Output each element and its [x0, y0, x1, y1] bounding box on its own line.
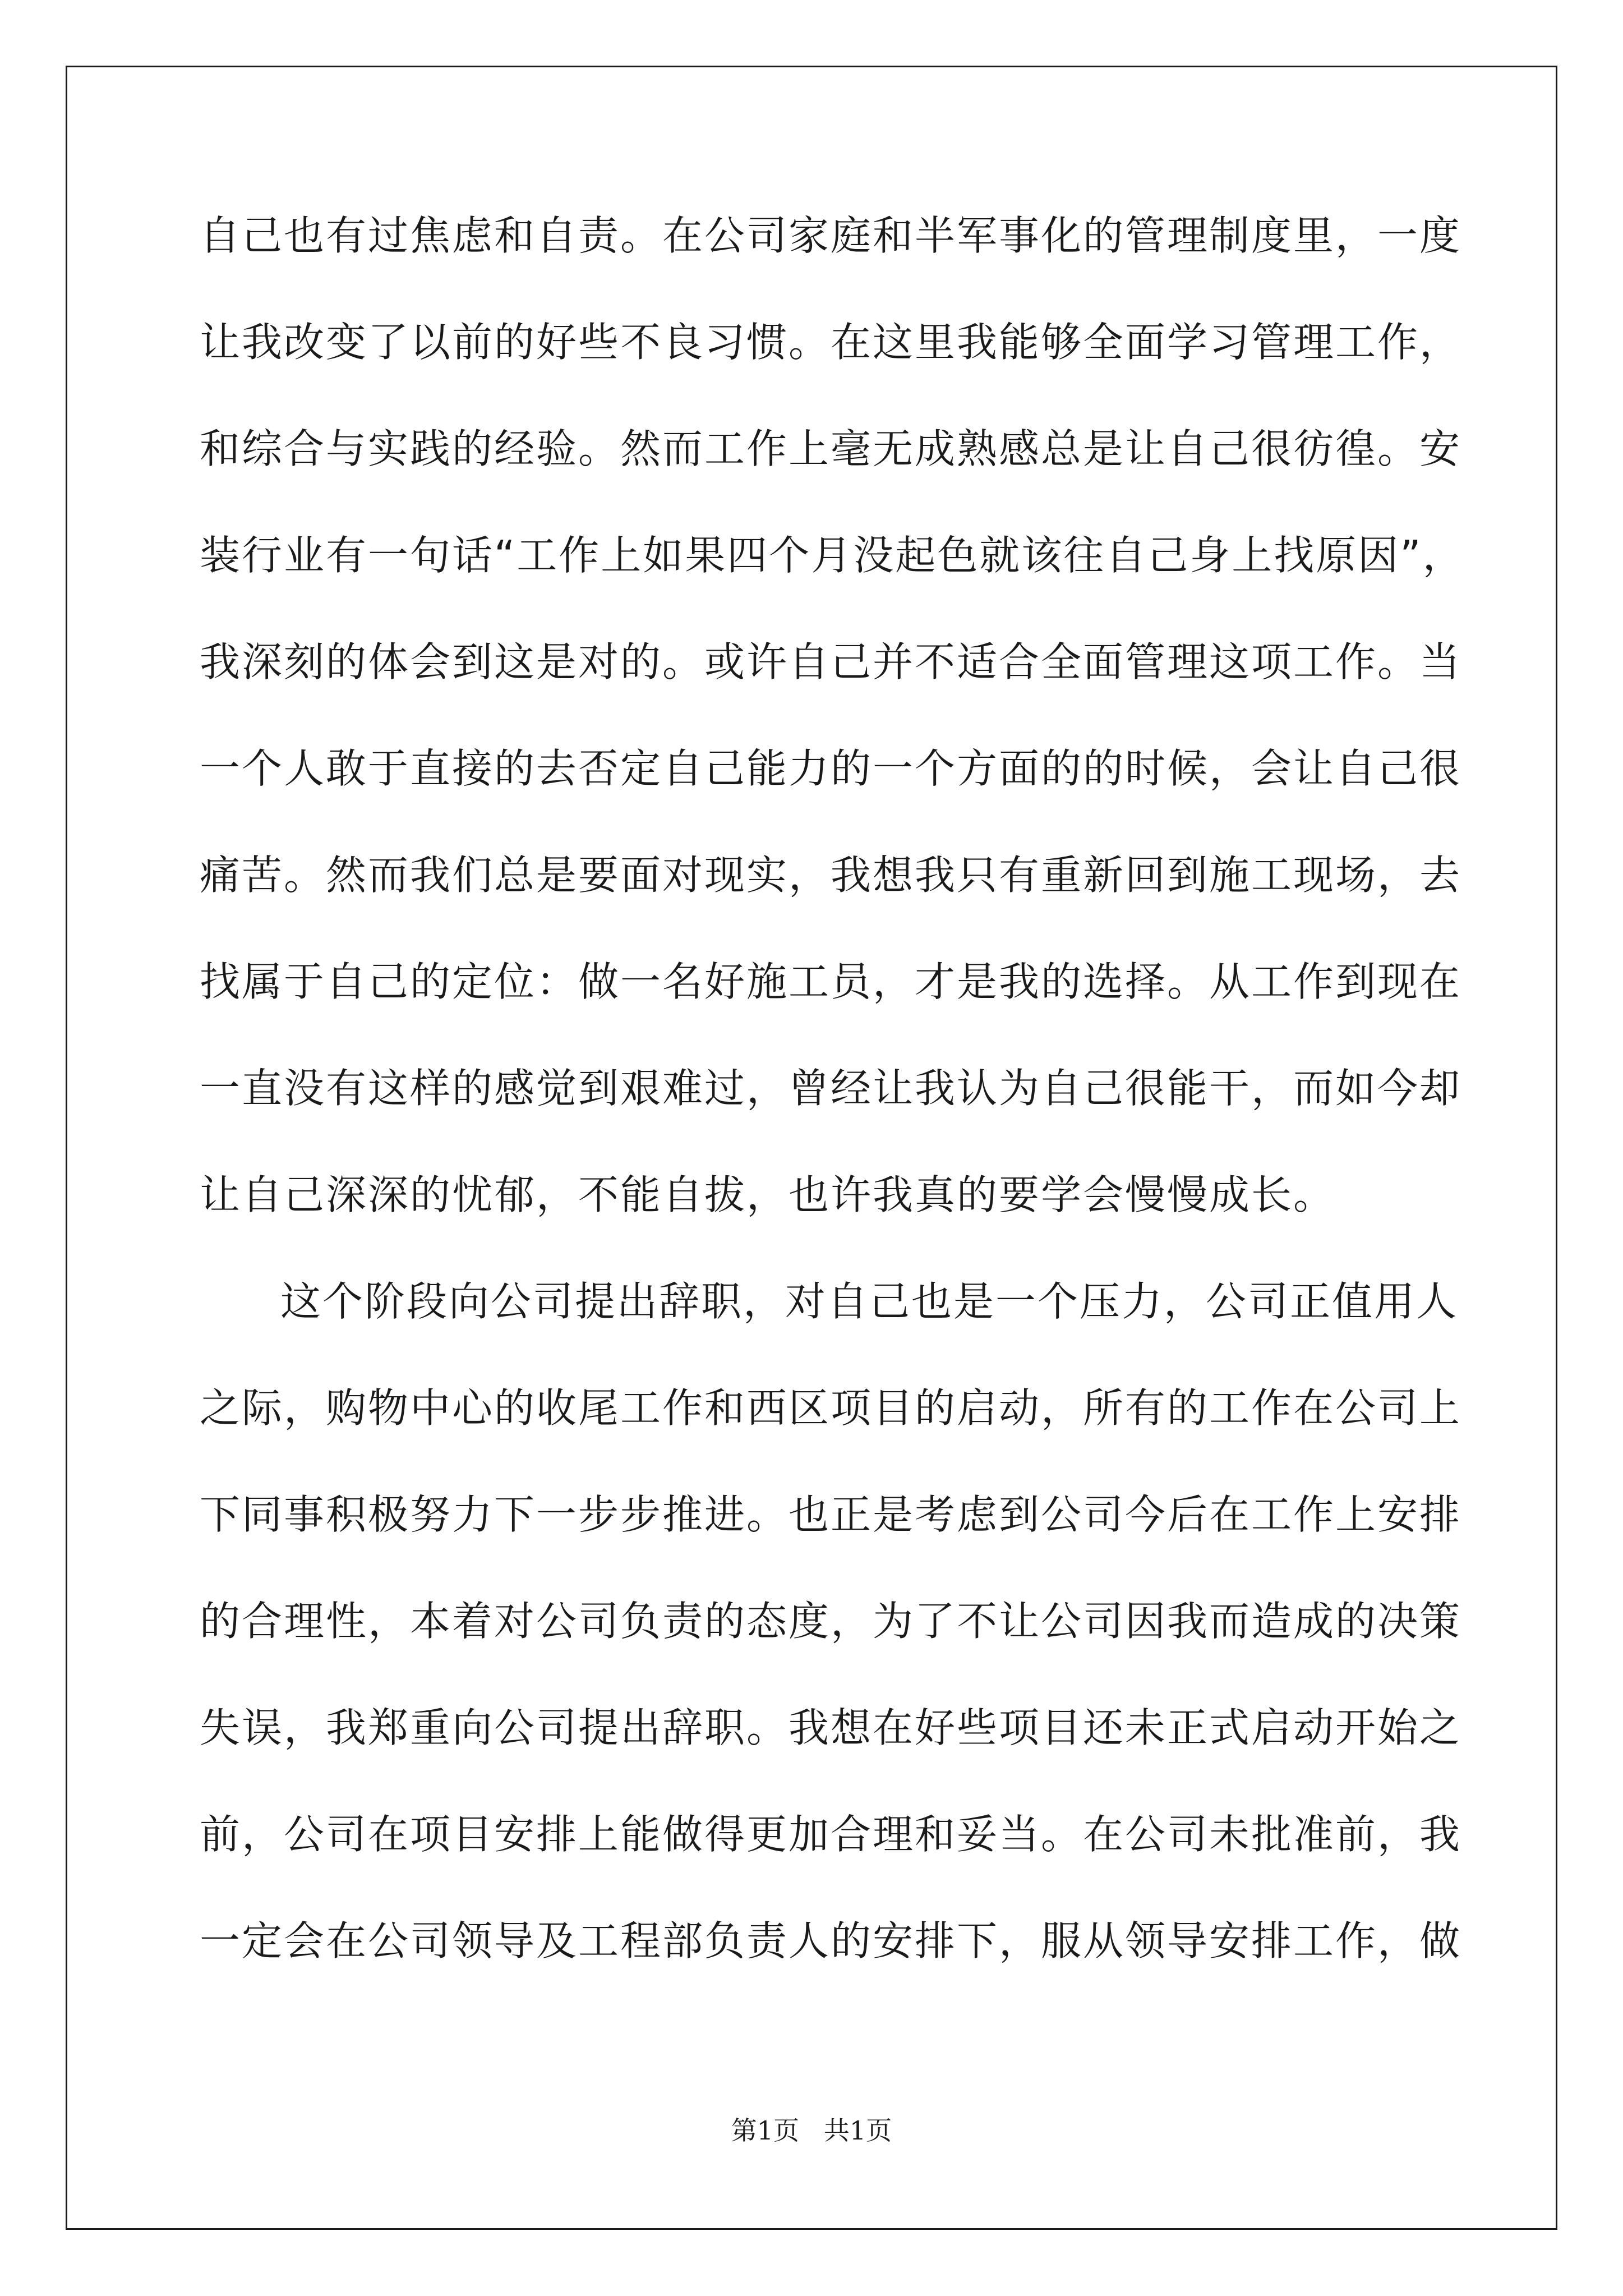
text-line: 下同事积极努力下一步步推进。也正是考虑到公司今后在工作上安排 — [200, 1491, 1462, 1538]
text-line: 装行业有一句话“工作上如果四个月没起色就该往自己身上找原因”， — [200, 532, 1465, 579]
text-line: 让自己深深的忧郁，不能自拔，也许我真的要学会慢慢成长。 — [200, 1171, 1336, 1218]
text-line: 我深刻的体会到这是对的。或许自己并不适合全面管理这项工作。当 — [200, 638, 1462, 685]
text-line: 的合理性，本着对公司负责的态度，为了不让公司因我而造成的决策 — [200, 1598, 1462, 1645]
paragraph-first-line: 这个阶段向公司提出辞职，对自己也是一个压力，公司正值用人 — [280, 1278, 1459, 1325]
page-number-footer: 第1页 共1页 — [731, 2115, 892, 2146]
text-line: 一个人敢于直接的去否定自己能力的一个方面的的时候，会让自己很 — [200, 745, 1462, 792]
text-line: 找属于自己的定位：做一名好施工员，才是我的选择。从工作到现在 — [200, 958, 1462, 1005]
text-line: 和综合与实践的经验。然而工作上毫无成熟感总是让自己很彷徨。安 — [200, 425, 1462, 472]
page-border — [66, 66, 1557, 2230]
text-line: 让我改变了以前的好些不良习惯。在这里我能够全面学习管理工作， — [200, 319, 1462, 366]
text-line: 一直没有这样的感觉到艰难过，曾经让我认为自己很能干，而如今却 — [200, 1065, 1462, 1112]
text-line: 前，公司在项目安排上能做得更加合理和妥当。在公司未批准前，我 — [200, 1811, 1462, 1858]
text-line: 一定会在公司领导及工程部负责人的安排下，服从领导安排工作，做 — [200, 1917, 1462, 1964]
text-line: 之际，购物中心的收尾工作和西区项目的启动，所有的工作在公司上 — [200, 1384, 1462, 1432]
text-line: 失误，我郑重向公司提出辞职。我想在好些项目还未正式启动开始之 — [200, 1704, 1462, 1751]
text-line: 自己也有过焦虑和自责。在公司家庭和半军事化的管理制度里，一度 — [200, 212, 1462, 259]
text-line: 痛苦。然而我们总是要面对现实，我想我只有重新回到施工现场，去 — [200, 852, 1462, 899]
